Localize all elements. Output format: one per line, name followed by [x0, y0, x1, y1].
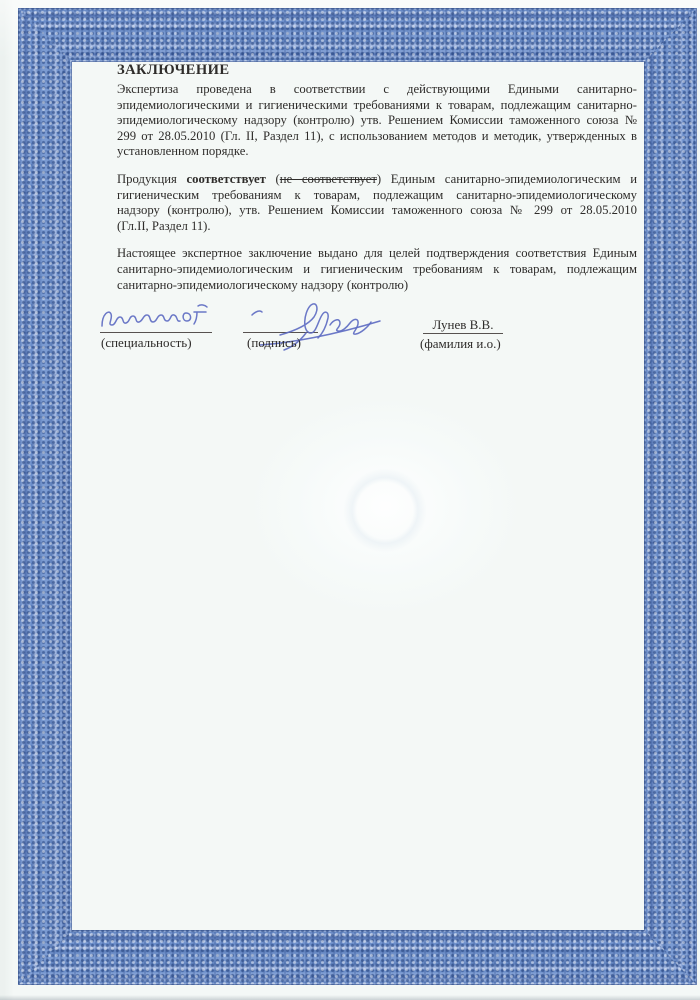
text: Настоящее экспертное заключение выдано для целей подтверждения соответствия Единым	[117, 246, 637, 261]
text-line	[117, 129, 637, 145]
text: Экспертиза проведена в соответствии с действующими Едиными санитарно-	[117, 82, 637, 96]
text: надзору (контролю), утв. Решением Комиссии таможенного союза № 299 от 28.05.2010	[117, 203, 637, 218]
text: установленном порядке.	[117, 144, 249, 159]
text-line	[117, 262, 637, 278]
text-line	[117, 98, 637, 114]
text: (	[265, 171, 280, 186]
text-line	[117, 203, 637, 219]
bold-text: соответствует	[186, 171, 266, 186]
text: ) Единым санитарно-эпидемиологическим и	[376, 171, 637, 186]
text: гигиеническим требованиям к товарам, подлежащим санитарно-эпидемиологическому	[117, 187, 637, 202]
text-line	[117, 113, 637, 129]
document-body	[117, 62, 637, 293]
guilloche-border-top	[18, 8, 697, 62]
text-line	[117, 172, 637, 188]
text: эпидемиологическими и гигиеническими требованиями к товарам, подлежащим санитарно-	[117, 97, 637, 112]
handwritten-specialty	[99, 302, 213, 333]
text: (Гл.II, Раздел 11).	[117, 218, 211, 233]
specialty-line	[100, 332, 212, 333]
text-line	[117, 278, 637, 294]
guilloche-border-right	[644, 8, 697, 985]
signer-name: Лунев В.В.	[423, 317, 503, 334]
text-line	[117, 82, 637, 98]
text-line	[117, 246, 637, 262]
text: 299 от 28.05.2010 (Гл. II, Раздел 11), с использованием методов и методик, утвержденных в	[117, 128, 637, 143]
guilloche-border-bottom	[18, 930, 697, 985]
text-line	[117, 219, 637, 235]
text-line	[117, 144, 637, 160]
text: санитарно-эпидемиологическим и гигиеническим требованиям к товарам, подлежащим	[117, 261, 637, 276]
name-label: (фамилия и.о.)	[420, 336, 501, 351]
guilloche-border-left	[18, 8, 72, 985]
strike-text: не соответствует	[279, 171, 377, 186]
paragraph	[117, 82, 637, 160]
paragraph	[117, 172, 637, 234]
paragraphs	[117, 82, 637, 293]
text: эпидемиологическому надзору (контролю) утв. Решением Комиссии таможенного союза №	[117, 113, 637, 128]
text: Продукция	[117, 171, 187, 186]
embossed-watermark	[248, 396, 522, 616]
signature-label: (подпись)	[247, 335, 301, 350]
text: санитарно-эпидемиологическому надзору (контролю)	[117, 277, 409, 292]
paragraph	[117, 246, 637, 293]
text-line	[117, 188, 637, 204]
specialty-label: (специальность)	[101, 335, 192, 350]
page-title: ЗАКЛЮЧЕНИЕ	[117, 62, 230, 78]
